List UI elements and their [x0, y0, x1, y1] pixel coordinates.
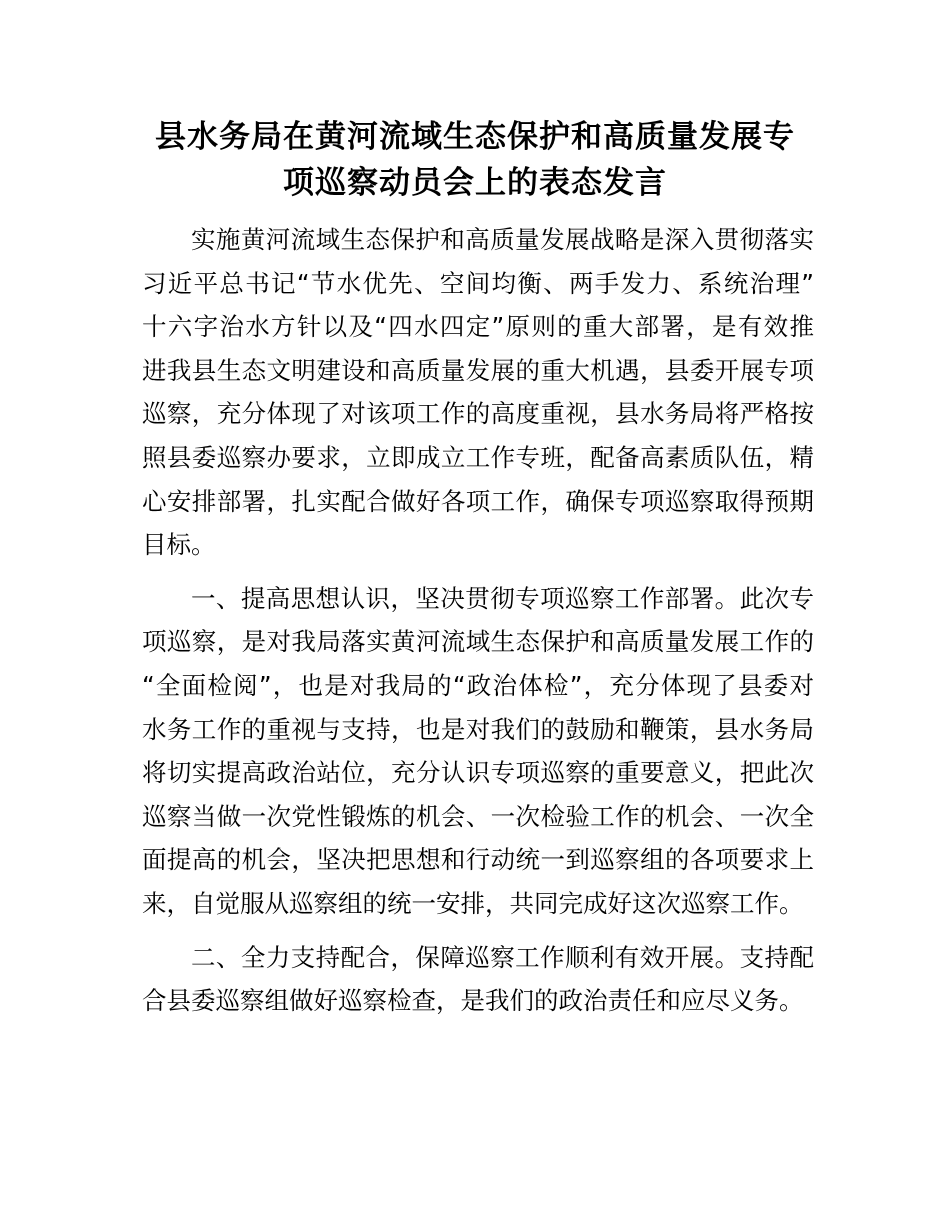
paragraph-line: “全面检阅”，也是对我局的“政治体检”，充分体现了县委对 [142, 670, 814, 700]
paragraph-line: 十六字治水方针以及“四水四定”原则的重大部署，是有效推 [142, 312, 814, 342]
document-title [130, 114, 820, 206]
paragraph-line: 目标。 [142, 530, 216, 560]
paragraph-line: 来，自觉服从巡察组的统一安排，共同完成好这次巡察工作。 [142, 888, 804, 918]
paragraph-section-two [142, 936, 814, 1023]
title-line: 县水务局在黄河流域生态保护和高质量发展专 [155, 119, 795, 155]
paragraph-line: 实施黄河流域生态保护和高质量发展战略是深入贯彻落实 [191, 225, 814, 254]
paragraph-intro [142, 218, 814, 567]
paragraph-section-one [142, 577, 814, 926]
paragraph-line: 进我县生态文明建设和高质量发展的重大机遇，县委开展专项 [142, 355, 814, 385]
paragraph-line: 二、全力支持配合，保障巡察工作顺利有效开展。支持配 [191, 942, 814, 972]
document-body [142, 218, 814, 1033]
paragraph-line: 水务工作的重视与支持，也是对我们的鼓励和鞭策，县水务局 [142, 714, 814, 744]
paragraph-line: 巡察，充分体现了对该项工作的高度重视，县水务局将严格按 [142, 399, 814, 429]
paragraph-line: 照县委巡察办要求，立即成立工作专班，配备高素质队伍，精 [142, 442, 814, 472]
paragraph-line: 一、提高思想认识，坚决贯彻专项巡察工作部署。此次专 [191, 583, 814, 613]
paragraph-line: 合县委巡察组做好巡察检查，是我们的政治责任和应尽义务。 [142, 986, 804, 1016]
title-line: 项巡察动员会上的表态发言 [283, 165, 667, 201]
paragraph-line: 将切实提高政治站位，充分认识专项巡察的重要意义，把此次 [142, 758, 814, 788]
paragraph-line: 心安排部署，扎实配合做好各项工作，确保专项巡察取得预期 [142, 486, 814, 516]
paragraph-line: 面提高的机会，坚决把思想和行动统一到巡察组的各项要求上 [142, 845, 814, 875]
paragraph-line: 习近平总书记“节水优先、空间均衡、两手发力、系统治理” [142, 268, 814, 298]
paragraph-line: 巡察当做一次党性锻炼的机会、一次检验工作的机会、一次全 [142, 801, 814, 831]
paragraph-line: 项巡察，是对我局落实黄河流域生态保护和高质量发展工作的 [142, 627, 814, 657]
